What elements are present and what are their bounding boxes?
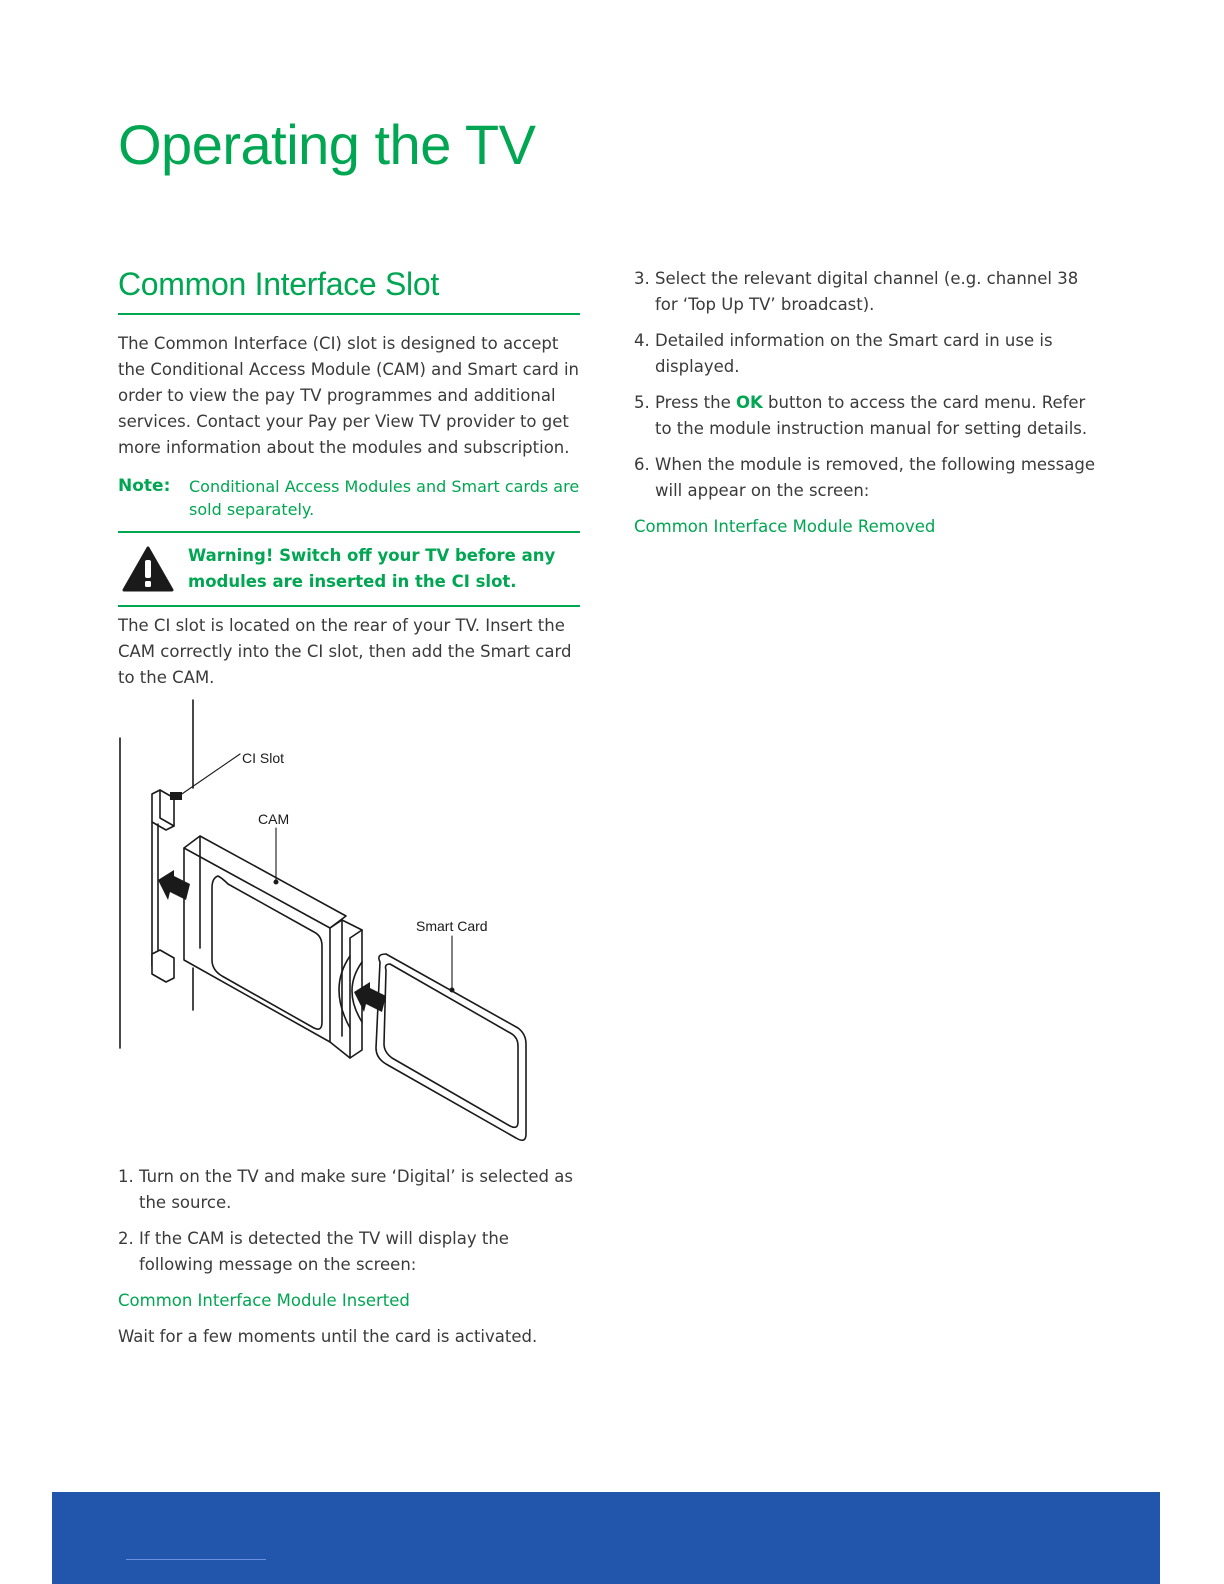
warning-line-1: Warning! Switch off your TV before any [188,546,556,565]
warning-box [118,533,580,607]
wait-text: Wait for a few moments until the card is activated. [118,1327,538,1346]
step-text [655,390,1104,442]
smart-card [376,954,526,1140]
smart-card-label: Smart Card [416,918,488,934]
ci-slot-diagram [118,698,538,1146]
smart-card-callout-dot [450,988,455,993]
cam-callout-dot [274,880,279,885]
left-column [118,266,580,691]
cam-module [184,836,362,1058]
page-title: Operating the TV [118,113,536,176]
steps-list-left [118,1164,580,1278]
right-column [634,266,1104,550]
note-text: Conditional Access Modules and Smart cards are sold separately. [189,477,580,519]
step-text: Turn on the TV and make sure ‘Digital’ is selected as the source. [139,1167,573,1212]
step-number: 1. [118,1167,134,1186]
message-inserted: Common Interface Module Inserted [118,1291,410,1310]
step5-post: button to access the card menu. Refer to the module instruction manual for setting details. [655,393,1088,438]
step5-pre: Press the [655,393,736,412]
intro-paragraph: The Common Interface (CI) slot is designed to accept the Conditional Access Module (CAM) and Smart card in order to view the pay TV programmes and additional services. Contact your Pay per View TV provider to get more information about the modules and subscription. [118,334,580,457]
warning-text [188,543,555,595]
step-number: 5. [634,393,650,412]
step-text: Select the relevant digital channel (e.g. channel 38 for ‘Top Up TV’ broadcast). [655,269,1079,314]
step-number: 3. [634,269,650,288]
step-item [634,452,1104,504]
ok-button-label: OK [736,393,763,412]
step-item [634,266,1104,318]
footer-link-underline [126,1559,266,1560]
step-text: Detailed information on the Smart card in use is displayed. [655,331,1053,376]
steps-list-right [634,266,1104,504]
message-removed: Common Interface Module Removed [634,517,936,536]
cam-label: CAM [258,811,290,827]
note-label: Note: [118,476,171,496]
step-text: When the module is removed, the following message will appear on the screen: [655,455,1095,500]
step-text: If the CAM is detected the TV will display the following message on the screen: [139,1229,509,1274]
note-box [118,475,580,533]
step-item [118,1226,580,1278]
ci-slot-callout-line [176,754,240,798]
warning-line-2: modules are inserted in the CI slot. [188,572,517,591]
step-number: 4. [634,331,650,350]
left-steps [118,1164,580,1350]
footer-bar [52,1492,1160,1584]
section-heading: Common Interface Slot [118,266,580,315]
step-item [634,390,1104,442]
step-number: 2. [118,1229,134,1248]
warning-triangle-icon [122,546,174,592]
step-number: 6. [634,455,650,474]
step-item [118,1164,580,1216]
cam-insert-arrow [158,870,190,900]
step-item [634,328,1104,380]
ci-slot-label: CI Slot [242,750,285,766]
location-paragraph: The CI slot is located on the rear of your TV. Insert the CAM correctly into the CI slot, then add the Smart card to the CAM. [118,616,572,687]
